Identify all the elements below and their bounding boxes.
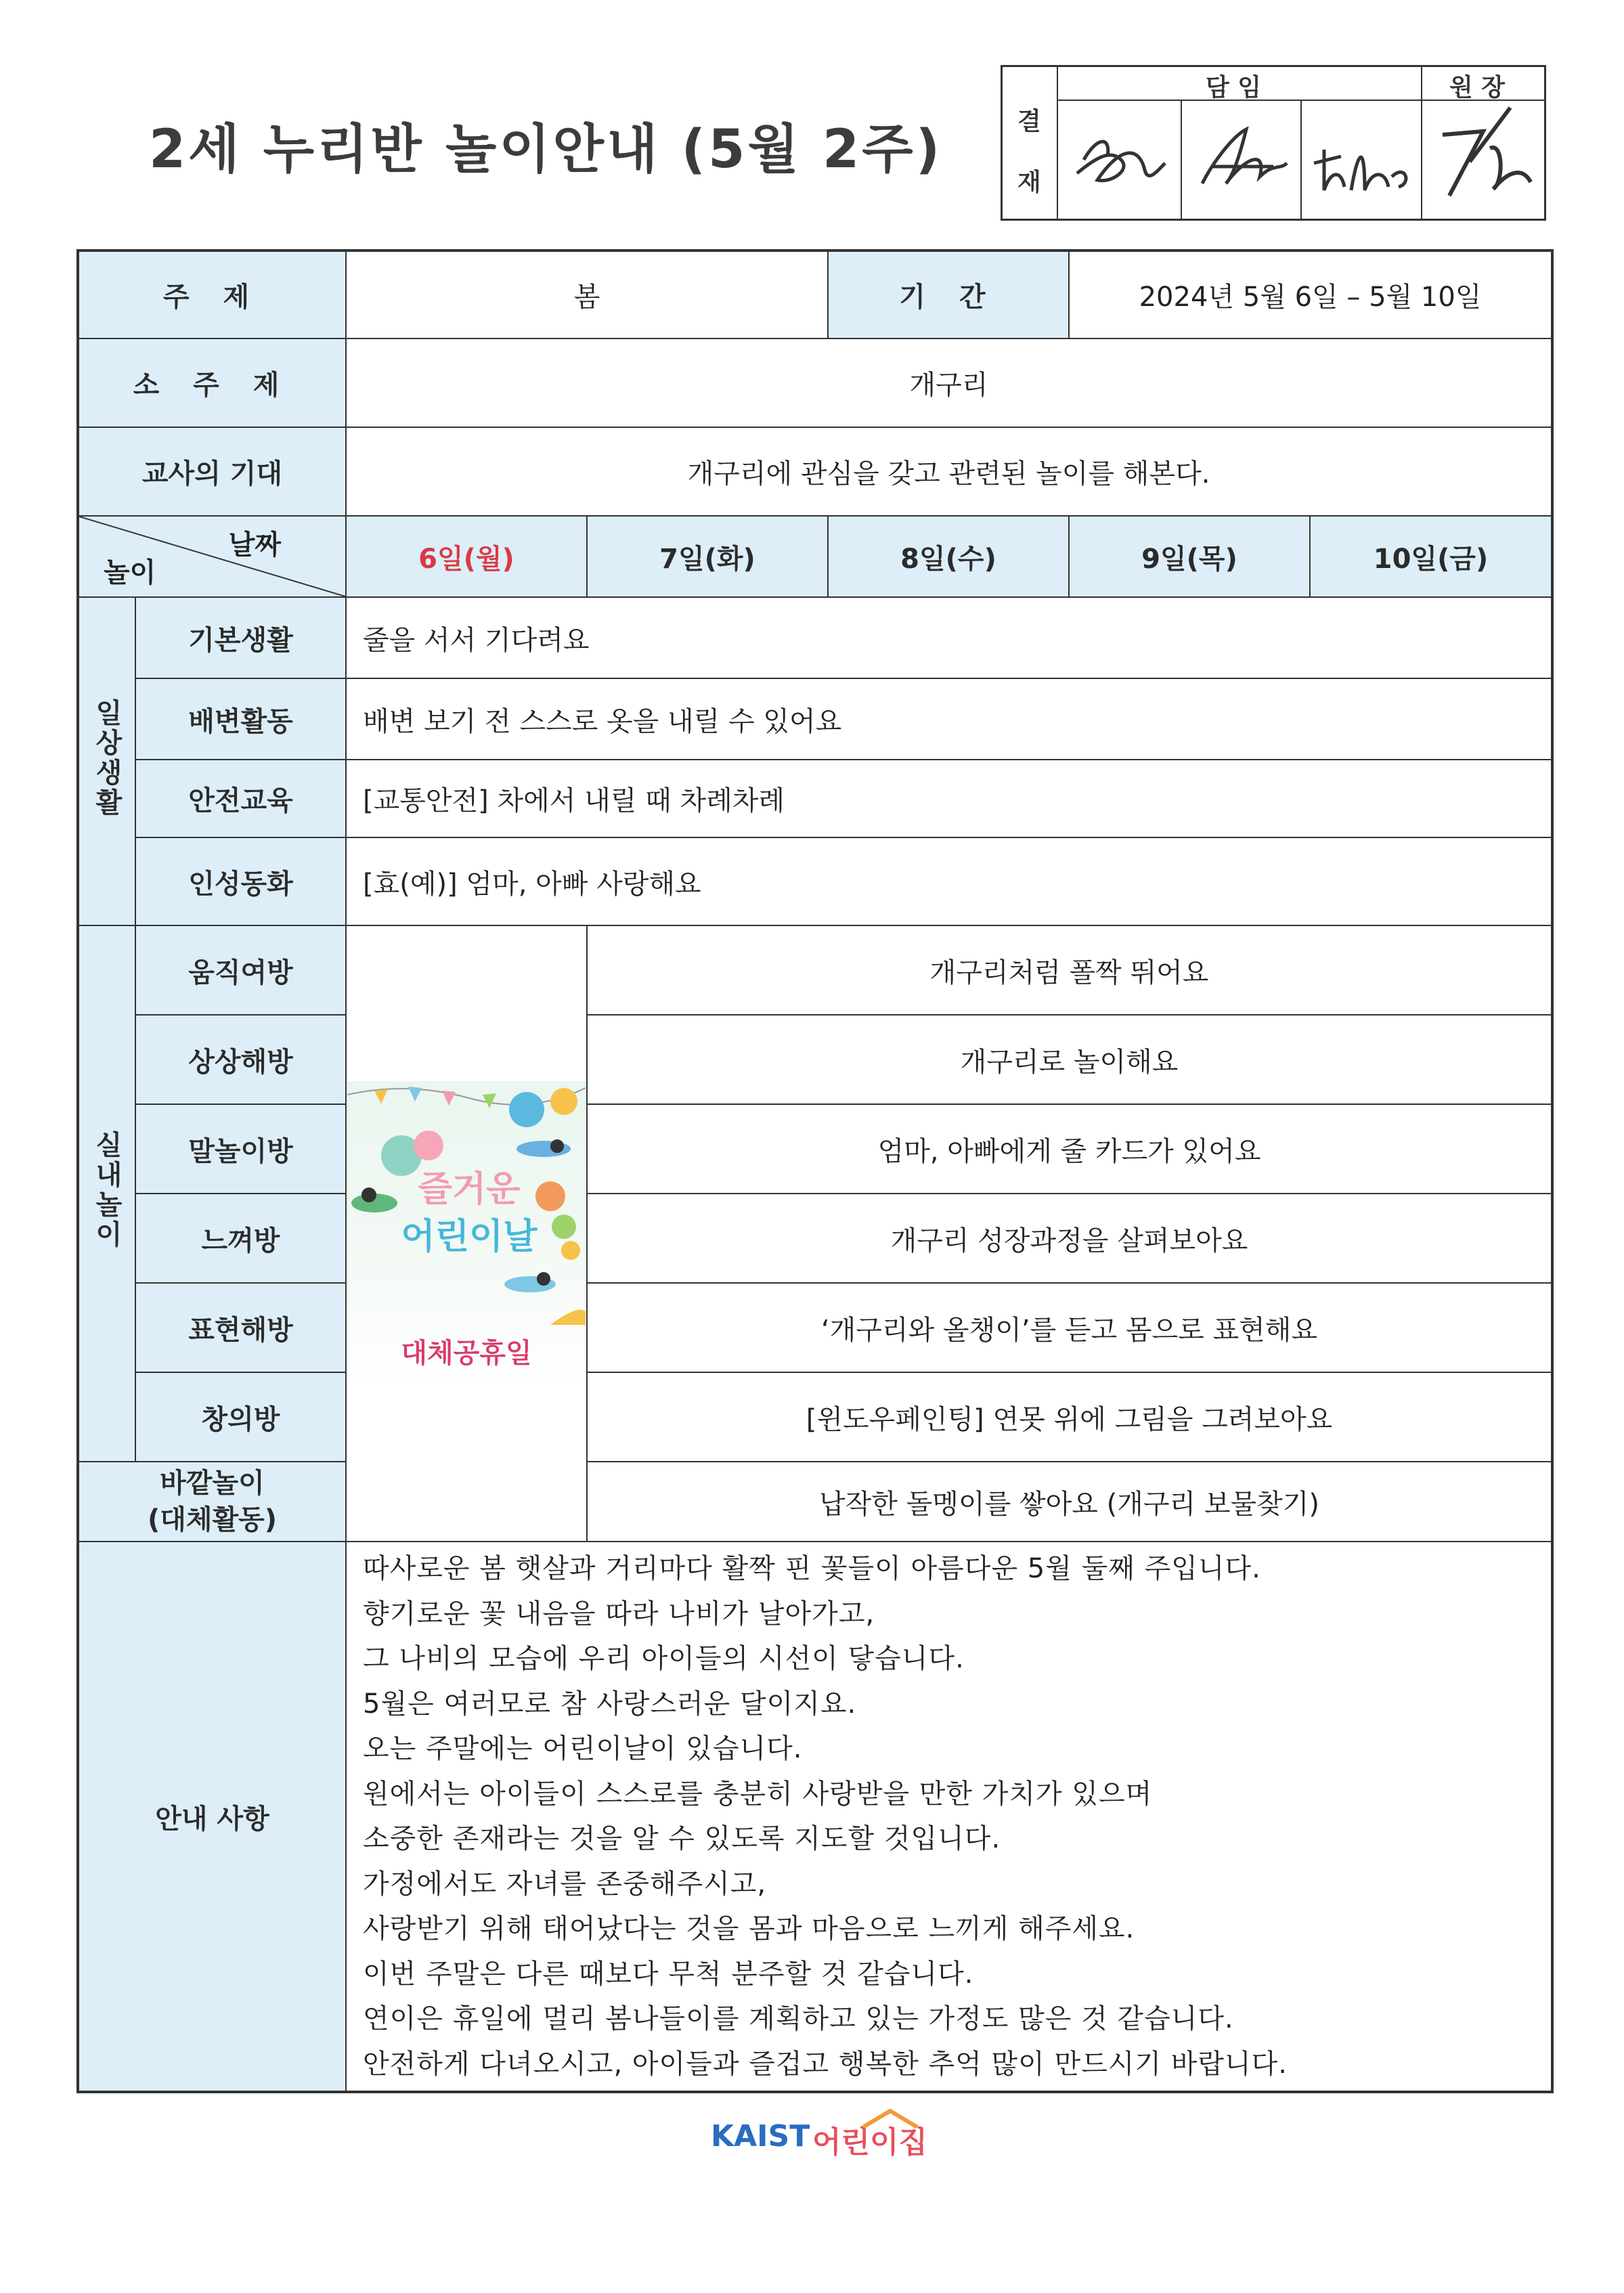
notice-line: 원에서는 아이들이 스스로를 충분히 사랑받을 만한 가치가 있으며 [363,1778,1153,1810]
day-header-4: 9일(목) [1069,516,1310,597]
daily-row-label: 배변활동 [135,678,346,760]
expect-value: 개구리에 관심을 갖고 관련된 놀이를 해본다. [346,427,1552,516]
notice-line: 안전하게 다녀오시고, 아이들과 즐겁고 행복한 추억 많이 만드시기 바랍니다. [363,2048,1288,2080]
footer-logo [711,2112,927,2160]
house-icon [860,2108,921,2128]
footer-brand: KAIST [711,2119,810,2154]
period-label: 기 간 [828,250,1069,339]
holiday-title: 즐거운 어린이날 [401,1169,537,1257]
day-header-1: 6일(월) [346,516,587,597]
day-header-3: 8일(수) [828,516,1069,597]
notice-line: 그 나비의 모습에 우리 아이들의 시선이 닿습니다. [363,1643,965,1674]
holiday-caption: 대체공휴일 [401,1338,532,1369]
indoor-row-value: [윈도우페인팅] 연못 위에 그림을 그려보아요 [587,1372,1552,1462]
indoor-row-label: 표현해방 [135,1283,346,1372]
outdoor-label: 바깥놀이 (대체활동) [78,1462,346,1542]
indoor-group [78,925,135,1462]
daily-life-group [78,597,135,925]
notice-line: 따사로운 봄 햇살과 거리마다 활짝 핀 꽃들이 아름다운 5월 둘째 주입니다. [363,1553,1261,1584]
indoor-group-label: 실내놀이 [91,1131,123,1250]
day-header-5: 10일(금) [1310,516,1552,597]
daily-row-value: [교통안전] 차에서 내릴 때 차례차례 [346,760,1552,837]
daily-row-label: 인성동화 [135,837,346,925]
notice-line: 사랑받기 위해 태어났다는 것을 몸과 마음으로 느끼게 해주세요. [363,1913,1135,1944]
subtheme-label: 소 주 제 [78,339,346,427]
daily-life-group-label: 일상생활 [91,698,123,818]
day-header-2: 7일(화) [587,516,828,597]
notice-line: 가정에서도 자녀를 존중해주시고, [363,1868,767,1900]
holiday-cell [346,925,587,1542]
footer-name-text: 어린이집 [812,2125,928,2160]
notice-line: 향기로운 꽃 내음을 따라 나비가 날아가고, [363,1598,875,1630]
theme-value: 봄 [346,250,828,339]
date-label: 날짜 [228,529,281,561]
indoor-row-value: ‘개구리와 올챙이’를 듣고 몸으로 표현해요 [587,1283,1552,1372]
approval-teacher-header: 담 임 [1206,74,1262,102]
daily-row-label: 기본생활 [135,597,346,678]
expect-label: 교사의 기대 [78,427,346,516]
daily-row-value: [효(예)] 엄마, 아빠 사랑해요 [346,837,1552,925]
daily-row-label: 안전교육 [135,760,346,837]
notice-line: 이번 주말은 다른 때보다 무척 분주할 것 같습니다. [363,1958,974,1990]
notice-line: 오는 주말에는 어린이날이 있습니다. [363,1733,803,1764]
approval-label: 결재 [1017,108,1041,196]
signature-4 [1429,94,1544,213]
plan-table [76,249,1554,2093]
theme-label: 주 제 [78,250,346,339]
notice-line: 연이은 휴일에 멀리 봄나들이를 계획하고 있는 가정도 많은 것 같습니다. [363,2003,1234,2034]
notice-line: 5월은 여러모로 참 사랑스러운 달이지요. [363,1688,857,1720]
indoor-row-label: 말놀이방 [135,1104,346,1194]
indoor-row-label: 상상해방 [135,1015,346,1104]
indoor-row-label: 느껴방 [135,1194,346,1283]
notice-line: 소중한 존재라는 것을 알 수 있도록 지도할 것입니다. [363,1823,1001,1854]
signature-1 [1070,109,1172,211]
play-label: 놀이 [104,557,156,588]
outdoor-value: 납작한 돌멩이를 쌓아요 (개구리 보물찾기) [587,1462,1552,1542]
approval-director-header: 원 장 [1449,74,1506,102]
daily-row-value: 줄을 서서 기다려요 [346,597,1552,678]
notice-body [346,1542,1552,2092]
daily-row-value: 배변 보기 전 스스로 옷을 내릴 수 있어요 [346,678,1552,760]
date-play-corner [78,516,346,597]
notice-label: 안내 사항 [78,1542,346,2092]
signature-3 [1311,109,1419,211]
period-value: 2024년 5월 6일 – 5월 10일 [1069,250,1552,339]
indoor-row-label: 움직여방 [135,925,346,1015]
indoor-row-value: 엄마, 아빠에게 줄 카드가 있어요 [587,1104,1552,1194]
indoor-row-value: 개구리 성장과정을 살펴보아요 [587,1194,1552,1283]
approval-box [1001,65,1546,221]
indoor-row-label: 창의방 [135,1372,346,1462]
signature-2 [1192,109,1294,211]
indoor-row-value: 개구리처럼 폴짝 뛰어요 [587,925,1552,1015]
subtheme-value: 개구리 [346,339,1552,427]
holiday-illustration [347,1081,586,1386]
page-title: 2세 누리반 놀이안내 (5월 2주) [149,119,943,180]
indoor-row-value: 개구리로 놀이해요 [587,1015,1552,1104]
